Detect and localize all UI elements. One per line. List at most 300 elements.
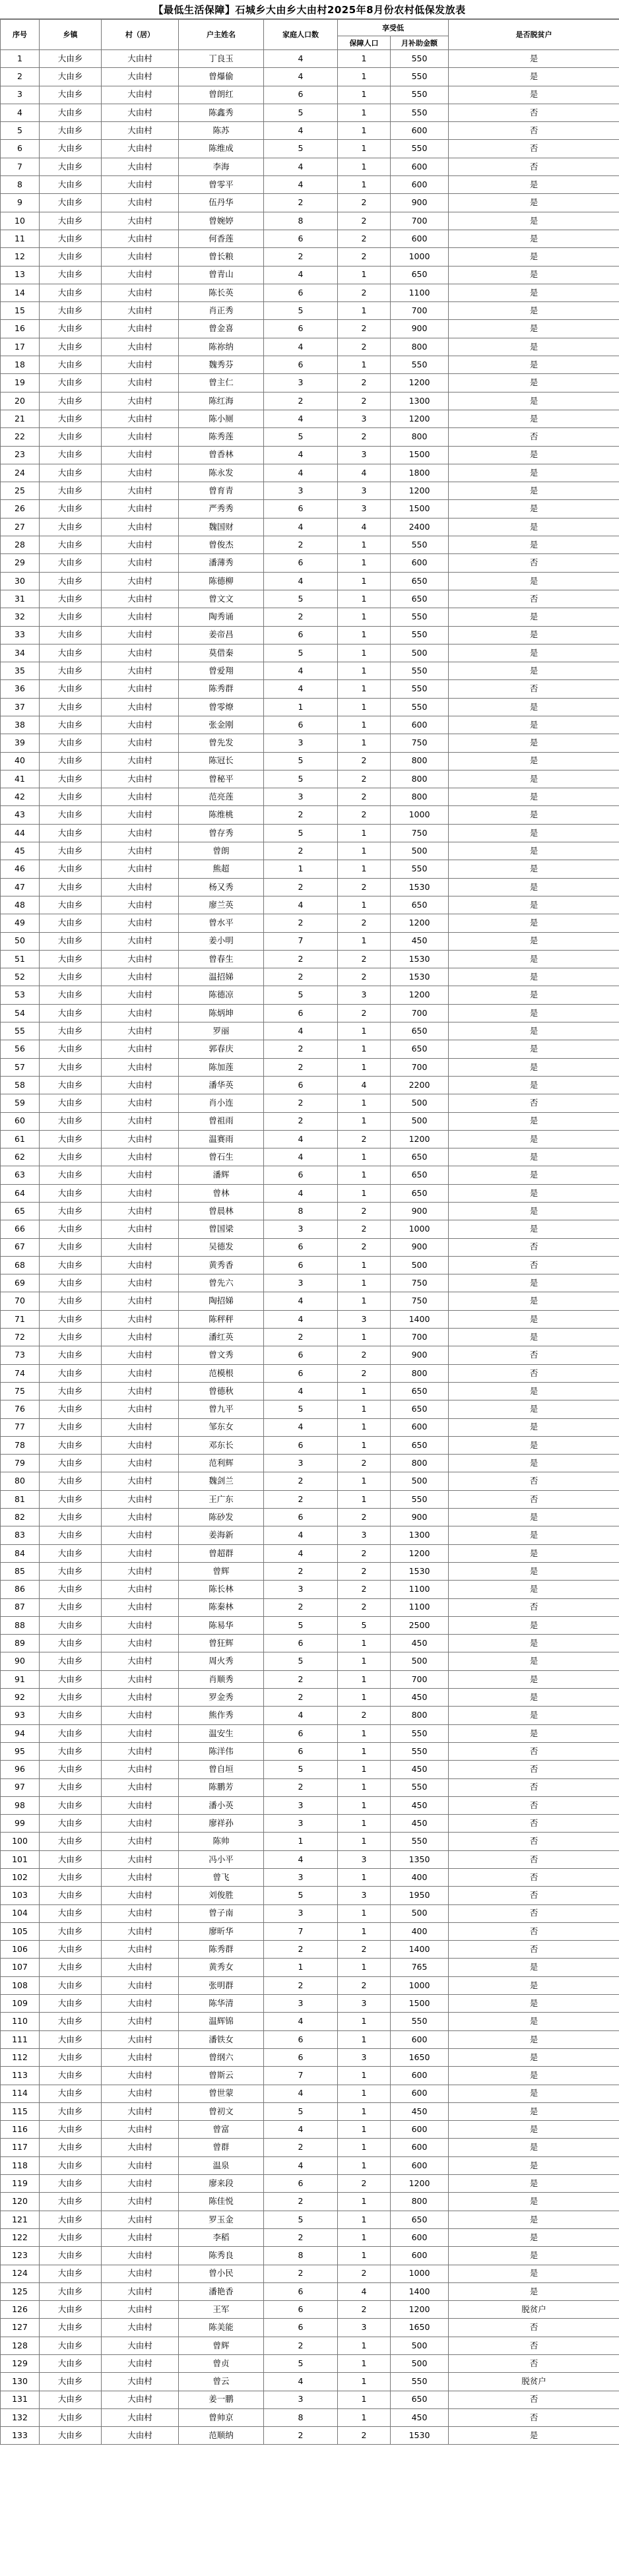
row-index: 6 [1,140,40,158]
row-monthly-amount: 1000 [391,1976,449,1994]
row-index: 27 [1,518,40,536]
row-poor-household: 是 [449,644,619,662]
row-poor-household: 是 [449,2193,619,2211]
row-poor-household: 是 [449,626,619,644]
row-township: 大由乡 [40,1382,102,1400]
table-row [1,860,619,878]
row-head: 曾朗 [179,842,264,860]
row-township: 大由乡 [40,608,102,626]
row-monthly-amount: 1000 [391,2265,449,2282]
table-row [1,878,619,896]
row-head: 曾香林 [179,446,264,464]
row-enjoy-count: 1 [338,86,391,104]
row-index: 57 [1,1058,40,1076]
table-row [1,2373,619,2391]
row-index: 118 [1,2156,40,2174]
row-enjoy-count: 1 [338,50,391,68]
row-monthly-amount: 1200 [391,374,449,392]
row-poor-household: 否 [449,2408,619,2426]
row-poor-household: 是 [449,1382,619,1400]
row-index: 31 [1,590,40,608]
row-township: 大由乡 [40,1526,102,1544]
row-enjoy-count: 2 [338,320,391,338]
row-monthly-amount: 550 [391,1742,449,1760]
row-enjoy-count: 1 [338,1400,391,1418]
row-monthly-amount: 500 [391,1472,449,1490]
row-family-count: 4 [264,1544,338,1562]
row-head: 陈德柳 [179,572,264,590]
row-village: 大由村 [102,662,179,680]
row-township: 大由乡 [40,2067,102,2085]
row-family-count: 3 [264,482,338,500]
row-head: 曾初文 [179,2102,264,2120]
row-monthly-amount: 1400 [391,2282,449,2300]
row-poor-household: 是 [449,230,619,247]
row-village: 大由村 [102,2121,179,2139]
row-enjoy-count: 1 [338,734,391,752]
row-family-count: 5 [264,2102,338,2120]
row-head: 冯小平 [179,1850,264,1868]
row-poor-household: 是 [449,1562,619,1580]
table-row [1,104,619,121]
row-enjoy-count: 2 [338,194,391,212]
table-row [1,896,619,914]
row-monthly-amount: 900 [391,1238,449,1256]
row-family-count: 5 [264,752,338,770]
row-head: 肖小连 [179,1094,264,1112]
row-monthly-amount: 900 [391,194,449,212]
row-poor-household: 是 [449,2013,619,2030]
row-poor-household: 是 [449,1130,619,1148]
row-enjoy-count: 2 [338,1976,391,1994]
row-family-count: 4 [264,464,338,482]
row-village: 大由村 [102,86,179,104]
table-row [1,176,619,194]
row-enjoy-count: 1 [338,1022,391,1040]
row-index: 15 [1,302,40,320]
row-enjoy-count: 2 [338,284,391,301]
row-township: 大由乡 [40,2211,102,2228]
row-monthly-amount: 700 [391,1329,449,1346]
table-row [1,320,619,338]
row-enjoy-count: 1 [338,104,391,121]
row-head: 张明群 [179,1976,264,1994]
row-index: 133 [1,2427,40,2445]
row-head: 严秀秀 [179,500,264,518]
row-family-count: 4 [264,122,338,140]
row-index: 74 [1,1364,40,1382]
row-township: 大由乡 [40,1040,102,1058]
row-family-count: 6 [264,320,338,338]
row-family-count: 5 [264,104,338,121]
row-family-count: 5 [264,986,338,1004]
row-enjoy-count: 1 [338,302,391,320]
row-poor-household: 否 [449,1815,619,1833]
row-family-count: 5 [264,2211,338,2228]
row-village: 大由村 [102,806,179,824]
table-row [1,608,619,626]
row-village: 大由村 [102,230,179,247]
row-index: 19 [1,374,40,392]
row-township: 大由乡 [40,1004,102,1022]
row-family-count: 2 [264,1670,338,1688]
row-head: 曾主仁 [179,374,264,392]
row-enjoy-count: 2 [338,1004,391,1022]
row-index: 132 [1,2408,40,2426]
row-enjoy-count: 3 [338,446,391,464]
row-village: 大由村 [102,1310,179,1328]
row-village: 大由村 [102,1364,179,1382]
row-monthly-amount: 450 [391,1815,449,1833]
row-index: 86 [1,1581,40,1598]
allowance-table [0,19,619,2445]
row-monthly-amount: 1200 [391,2175,449,2193]
row-index: 2 [1,68,40,86]
row-township: 大由乡 [40,482,102,500]
row-family-count: 7 [264,932,338,950]
row-enjoy-count: 1 [338,1490,391,1508]
row-township: 大由乡 [40,2265,102,2282]
row-index: 128 [1,2337,40,2354]
row-enjoy-count: 1 [338,122,391,140]
row-monthly-amount: 765 [391,1959,449,1976]
row-monthly-amount: 900 [391,1509,449,1526]
row-monthly-amount: 800 [391,2193,449,2211]
row-township: 大由乡 [40,194,102,212]
row-head: 陈长英 [179,284,264,301]
row-enjoy-count: 2 [338,1941,391,1959]
row-family-count: 5 [264,770,338,788]
row-village: 大由村 [102,1400,179,1418]
row-family-count: 4 [264,176,338,194]
row-village: 大由村 [102,2265,179,2282]
row-enjoy-count: 2 [338,212,391,230]
row-township: 大由乡 [40,2121,102,2139]
row-index: 20 [1,392,40,410]
row-index: 35 [1,662,40,680]
row-monthly-amount: 1950 [391,1887,449,1904]
row-monthly-amount: 800 [391,1455,449,1472]
row-head: 曾九平 [179,1400,264,1418]
row-enjoy-count: 2 [338,1544,391,1562]
row-enjoy-count: 1 [338,1112,391,1130]
table-row [1,1796,619,1814]
table-row [1,1707,619,1724]
row-head: 张金刚 [179,716,264,734]
row-poor-household: 是 [449,194,619,212]
row-township: 大由乡 [40,1130,102,1148]
row-index: 77 [1,1418,40,1436]
row-township: 大由乡 [40,1058,102,1076]
row-family-count: 2 [264,194,338,212]
row-enjoy-count: 1 [338,860,391,878]
table-row [1,1040,619,1058]
row-head: 罗金秀 [179,1689,264,1707]
row-enjoy-count: 1 [338,680,391,698]
row-poor-household: 是 [449,392,619,410]
row-head: 陈永发 [179,464,264,482]
row-enjoy-count: 1 [338,356,391,374]
row-monthly-amount: 500 [391,644,449,662]
row-index: 101 [1,1850,40,1868]
row-family-count: 4 [264,1382,338,1400]
table-row [1,572,619,590]
row-head: 姜帝昌 [179,626,264,644]
row-poor-household: 否 [449,104,619,121]
row-enjoy-count: 1 [338,896,391,914]
row-index: 98 [1,1796,40,1814]
table-row [1,410,619,427]
row-monthly-amount: 450 [391,1761,449,1778]
row-head: 潘小英 [179,1796,264,1814]
row-township: 大由乡 [40,1544,102,1562]
row-township: 大由乡 [40,932,102,950]
table-row [1,788,619,806]
row-village: 大由村 [102,518,179,536]
row-township: 大由乡 [40,2391,102,2408]
row-index: 45 [1,842,40,860]
row-family-count: 4 [264,896,338,914]
row-township: 大由乡 [40,662,102,680]
row-township: 大由乡 [40,2373,102,2391]
row-index: 79 [1,1455,40,1472]
row-poor-household: 否 [449,428,619,446]
row-township: 大由乡 [40,1868,102,1886]
row-poor-household: 是 [449,2211,619,2228]
row-enjoy-count: 2 [338,914,391,932]
row-monthly-amount: 600 [391,122,449,140]
row-monthly-amount: 600 [391,716,449,734]
row-family-count: 2 [264,1472,338,1490]
table-row [1,680,619,698]
row-poor-household: 是 [449,1418,619,1436]
row-enjoy-count: 3 [338,2319,391,2337]
row-head: 温招娣 [179,968,264,986]
row-index: 30 [1,572,40,590]
row-village: 大由村 [102,1598,179,1616]
row-township: 大由乡 [40,2175,102,2193]
row-poor-household: 否 [449,2319,619,2337]
table-row [1,230,619,247]
row-head: 陈易华 [179,1616,264,1634]
row-head: 杨又秀 [179,878,264,896]
row-monthly-amount: 800 [391,752,449,770]
row-poor-household: 是 [449,2265,619,2282]
row-township: 大由乡 [40,2282,102,2300]
row-township: 大由乡 [40,1562,102,1580]
row-monthly-amount: 450 [391,2408,449,2426]
table-row [1,2265,619,2282]
row-poor-household: 是 [449,50,619,68]
row-enjoy-count: 2 [338,2427,391,2445]
row-poor-household: 是 [449,2427,619,2445]
row-poor-household: 是 [449,2121,619,2139]
row-monthly-amount: 550 [391,1833,449,1850]
row-family-count: 2 [264,1058,338,1076]
row-family-count: 4 [264,1184,338,1202]
row-family-count: 6 [264,1742,338,1760]
row-village: 大由村 [102,122,179,140]
row-poor-household: 是 [449,788,619,806]
row-family-count: 6 [264,1238,338,1256]
row-family-count: 2 [264,1941,338,1959]
row-head: 曾婉婷 [179,212,264,230]
table-row [1,1833,619,1850]
row-village: 大由村 [102,1238,179,1256]
row-village: 大由村 [102,2030,179,2048]
row-monthly-amount: 1530 [391,950,449,968]
row-monthly-amount: 550 [391,104,449,121]
table-row [1,446,619,464]
row-index: 89 [1,1635,40,1652]
row-index: 50 [1,932,40,950]
row-township: 大由乡 [40,1887,102,1904]
row-head: 陈德凉 [179,986,264,1004]
row-poor-household: 是 [449,698,619,716]
row-monthly-amount: 550 [391,608,449,626]
row-head: 潘华英 [179,1076,264,1094]
row-township: 大由乡 [40,2247,102,2265]
row-monthly-amount: 550 [391,50,449,68]
row-family-count: 6 [264,2301,338,2319]
row-township: 大由乡 [40,1436,102,1454]
row-village: 大由村 [102,1562,179,1580]
row-village: 大由村 [102,1509,179,1526]
row-village: 大由村 [102,2408,179,2426]
row-family-count: 3 [264,1995,338,2013]
table-row [1,536,619,554]
table-row [1,2048,619,2066]
row-poor-household: 是 [449,1976,619,1994]
table-row [1,1148,619,1166]
row-poor-household: 否 [449,1904,619,1922]
table-row [1,2013,619,2030]
row-family-count: 8 [264,2247,338,2265]
row-township: 大由乡 [40,1166,102,1184]
row-index: 12 [1,248,40,266]
row-village: 大由村 [102,2013,179,2030]
row-village: 大由村 [102,212,179,230]
row-family-count: 6 [264,1635,338,1652]
row-family-count: 5 [264,140,338,158]
row-enjoy-count: 1 [338,590,391,608]
row-family-count: 2 [264,2427,338,2445]
row-enjoy-count: 1 [338,716,391,734]
row-village: 大由村 [102,104,179,121]
row-monthly-amount: 2400 [391,518,449,536]
row-enjoy-count: 2 [338,950,391,968]
row-family-count: 8 [264,1203,338,1220]
row-poor-household: 脱贫户 [449,2373,619,2391]
row-village: 大由村 [102,410,179,427]
row-village: 大由村 [102,464,179,482]
row-township: 大由乡 [40,1310,102,1328]
row-family-count: 4 [264,2156,338,2174]
row-poor-household: 是 [449,734,619,752]
row-monthly-amount: 900 [391,1346,449,1364]
row-head: 陈加莲 [179,1058,264,1076]
row-township: 大由乡 [40,320,102,338]
header-enjoy-group: 享受低 [338,20,449,36]
row-monthly-amount: 1200 [391,410,449,427]
row-enjoy-count: 1 [338,1256,391,1274]
table-row [1,1472,619,1490]
table-row [1,734,619,752]
row-head: 邹东女 [179,1418,264,1436]
row-enjoy-count: 1 [338,1058,391,1076]
row-monthly-amount: 550 [391,860,449,878]
row-enjoy-count: 1 [338,2102,391,2120]
table-row [1,1616,619,1634]
row-poor-household: 是 [449,1022,619,1040]
row-head: 姜一鹏 [179,2391,264,2408]
row-head: 曾青山 [179,266,264,284]
row-poor-household: 否 [449,1778,619,1796]
row-village: 大由村 [102,1274,179,1292]
row-family-count: 6 [264,284,338,301]
row-family-count: 4 [264,2373,338,2391]
row-head: 曾斯云 [179,2067,264,2085]
row-enjoy-count: 2 [338,230,391,247]
row-township: 大由乡 [40,2228,102,2246]
row-family-count: 3 [264,1220,338,1238]
row-family-count: 2 [264,1598,338,1616]
row-index: 83 [1,1526,40,1544]
table-row [1,1490,619,1508]
row-enjoy-count: 1 [338,2085,391,2102]
row-township: 大由乡 [40,1292,102,1310]
row-village: 大由村 [102,2391,179,2408]
row-village: 大由村 [102,1455,179,1472]
row-enjoy-count: 1 [338,608,391,626]
row-enjoy-count: 1 [338,932,391,950]
row-township: 大由乡 [40,2085,102,2102]
row-poor-household: 否 [449,2391,619,2408]
row-family-count: 1 [264,1833,338,1850]
row-poor-household: 否 [449,158,619,175]
row-monthly-amount: 1800 [391,464,449,482]
row-village: 大由村 [102,1058,179,1076]
row-head: 魏秀芬 [179,356,264,374]
row-township: 大由乡 [40,1778,102,1796]
row-head: 陈秀群 [179,1941,264,1959]
row-monthly-amount: 650 [391,1184,449,1202]
row-township: 大由乡 [40,1400,102,1418]
row-poor-household: 是 [449,2048,619,2066]
row-village: 大由村 [102,932,179,950]
row-township: 大由乡 [40,788,102,806]
row-family-count: 6 [264,1436,338,1454]
row-head: 曾帅京 [179,2408,264,2426]
row-township: 大由乡 [40,860,102,878]
row-family-count: 5 [264,1400,338,1418]
row-township: 大由乡 [40,968,102,986]
row-village: 大由村 [102,950,179,968]
row-family-count: 6 [264,1256,338,1274]
row-enjoy-count: 1 [338,2139,391,2156]
row-index: 62 [1,1148,40,1166]
table-row [1,770,619,788]
row-township: 大由乡 [40,212,102,230]
row-township: 大由乡 [40,1616,102,1634]
row-index: 108 [1,1976,40,1994]
row-enjoy-count: 3 [338,410,391,427]
row-village: 大由村 [102,2102,179,2120]
row-poor-household: 是 [449,2156,619,2174]
row-head: 肖顺秀 [179,1670,264,1688]
row-monthly-amount: 1530 [391,2427,449,2445]
row-enjoy-count: 1 [338,1761,391,1778]
